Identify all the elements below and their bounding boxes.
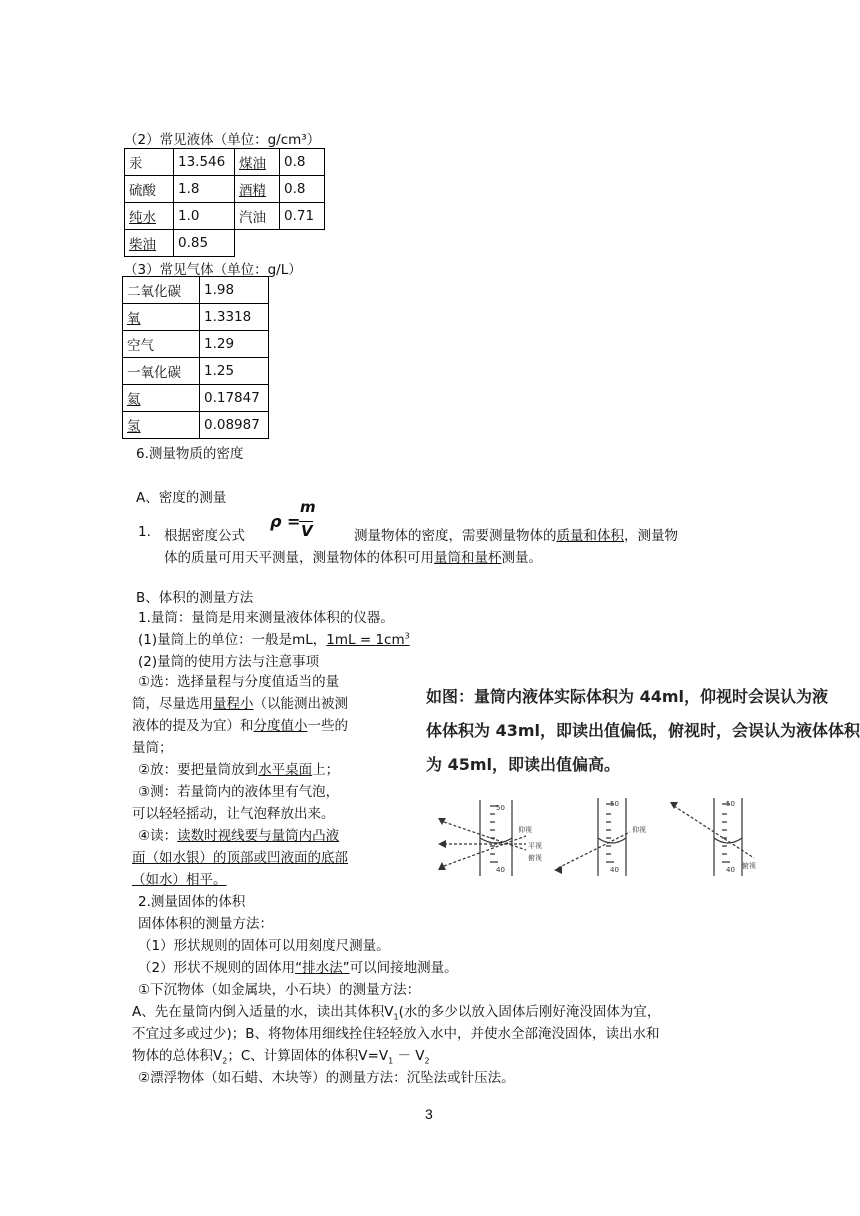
table-cell: 酒精 [235, 176, 280, 203]
text-run: (1)量筒上的单位：一般是mL， [138, 632, 327, 648]
text-run: 1mL = 1cm [326, 632, 405, 648]
table-cell: 氢 [123, 412, 200, 439]
subscript: 1 [393, 1012, 399, 1022]
formula-numerator: m [300, 498, 316, 516]
tick-label-50: 50 [726, 800, 735, 808]
meniscus-3 [714, 838, 742, 843]
sight-line-up [444, 822, 526, 850]
formula-rho: ρ = [270, 512, 301, 531]
table-cell: 13.546 [174, 149, 235, 176]
paragraph-line [132, 714, 348, 734]
paragraph-line: 量筒； [132, 740, 173, 756]
paragraph-line: ③测：若量筒内的液体里有气泡， [138, 784, 340, 800]
subscript: 2 [222, 1056, 228, 1066]
table-cell: 0.71 [280, 203, 325, 230]
paragraph-line [132, 1000, 660, 1022]
caption-line: 为 45ml，即读出值偏高。 [426, 755, 620, 774]
text-run: （2）形状不规则的固体用 [138, 960, 296, 976]
paragraph-text: 根据密度公式 [164, 528, 245, 544]
table-cell: 汞 [125, 149, 174, 176]
paragraph-line: （1）形状规则的固体可以用刻度尺测量。 [138, 938, 390, 954]
table-row [125, 149, 325, 176]
tick-label-50: 50 [610, 800, 619, 808]
text-run: 筒，尽量选用 [132, 696, 213, 712]
measuring-cylinder-figure [430, 792, 760, 888]
table-cell: 0.8 [280, 176, 325, 203]
paragraph-line [132, 692, 348, 712]
paragraph-line: ①选：选择量程与分度值适当的量 [138, 674, 340, 690]
page-number: 3 [425, 1106, 433, 1122]
text-run: 上； [312, 762, 340, 778]
table-row [123, 304, 269, 331]
label-upward-view-2: 仰视 [632, 826, 646, 834]
eye-icon-level [438, 840, 446, 848]
text-run: ，测量物 [624, 528, 678, 544]
text-run: 一些的 [307, 718, 348, 734]
tick-label-40: 40 [726, 866, 735, 874]
text-run: ②放：要把量筒放到 [138, 762, 259, 778]
paragraph-line [164, 546, 542, 566]
table-cell: 纯水 [125, 203, 174, 230]
eye-icon-down-3 [670, 802, 678, 809]
sight-line-up-2 [558, 832, 630, 868]
text-run: 体的质量可用天平测量，测量物体的体积可用 [164, 550, 434, 566]
label-level-view: 平视 [528, 842, 542, 850]
eye-icon-up-2 [554, 866, 562, 874]
subsection-b-title: B、体积的测量方法 [136, 590, 254, 606]
text-run: ；C、计算固体的体积V=V [227, 1048, 389, 1064]
text-run: 可以间接地测量。 [349, 960, 458, 976]
paragraph-line: 1.量筒：量筒是用来测量液体体积的仪器。 [138, 610, 394, 626]
cylinder-2 [598, 798, 626, 876]
table-cell: 空气 [123, 331, 200, 358]
text-run: （以能测出被测 [253, 696, 348, 712]
underlined-text: 水平桌面 [258, 762, 313, 778]
subsection-a-title: A、密度的测量 [136, 490, 227, 506]
table-cell: 0.8 [280, 149, 325, 176]
density-formula [270, 500, 324, 542]
table-row [123, 331, 269, 358]
table-cell: 1.25 [200, 358, 269, 385]
label-downward-view-3: 俯视 [742, 862, 756, 870]
paragraph-line: 不宜过多或过少)；B、将物体用细线拴住轻轻放入水中，并使水全部淹没固体，读出水和 [132, 1026, 660, 1042]
text-run: 测量物体的密度，需要测量物体的 [354, 528, 557, 544]
text-run: 液体的提及为宜）和 [132, 718, 254, 734]
subscript: 1 [388, 1056, 394, 1066]
text-run: 物体的总体积V [132, 1048, 223, 1064]
text-run: A、先在量筒内倒入适量的水，读出其体积V [132, 1004, 394, 1020]
table-row [123, 277, 269, 304]
table-cell: 硫酸 [125, 176, 174, 203]
paragraph-line: (2)量筒的使用方法与注意事项 [138, 654, 320, 670]
tick-label-50: 50 [496, 804, 505, 812]
table-cell: 1.8 [174, 176, 235, 203]
paragraph-line [138, 628, 410, 648]
caption-line: 体体积为 43ml，即读出值偏低，俯视时，会误认为液体体积 [426, 721, 860, 740]
paragraph-line [138, 956, 458, 976]
table-cell: 汽油 [235, 203, 280, 230]
gases-heading: （3）常见气体（单位：g/L） [124, 262, 302, 278]
table-row [123, 358, 269, 385]
paragraph-line: 固体体积的测量方法： [138, 916, 273, 932]
liquids-heading: （2）常见液体（单位：g/cm³） [124, 132, 321, 148]
table-row [125, 203, 325, 230]
table-cell: 1.98 [200, 277, 269, 304]
underlined-text: “排水法” [295, 960, 350, 976]
label-upward-view: 仰视 [518, 826, 532, 834]
text-run: 测量。 [501, 550, 542, 566]
paragraph-line: ①下沉物体（如金属块，小石块）的测量方法： [138, 982, 421, 998]
scale-ticks-2 [606, 804, 614, 862]
table-cell: 煤油 [235, 149, 280, 176]
eye-icon-up [438, 818, 446, 825]
text-run: － V [393, 1048, 425, 1064]
underlined-text: 量筒和量杯 [434, 550, 502, 566]
underlined-text: 读数时视线要与量筒内凸液 [177, 828, 340, 844]
underlined-text: 面（如水银）的顶部或凹液面的底部 [132, 850, 348, 866]
scale-ticks-1 [490, 806, 498, 862]
table-cell: 0.85 [174, 230, 235, 257]
label-downward-view: 俯视 [528, 854, 542, 862]
underlined-text: （如水）相平。 [132, 872, 227, 888]
underlined-text: 量程小 [213, 696, 254, 712]
table-row [123, 412, 269, 439]
cylinder-3 [714, 798, 742, 876]
paragraph-line [138, 824, 339, 844]
underlined-text [326, 632, 409, 648]
superscript: 3 [404, 631, 410, 641]
tick-label-40: 40 [610, 866, 619, 874]
figure-caption [426, 680, 860, 782]
table-cell: 1.3318 [200, 304, 269, 331]
paragraph-line [354, 524, 678, 544]
table-cell-empty [280, 230, 325, 257]
gases-table [122, 276, 269, 439]
table-cell: 0.17847 [200, 385, 269, 412]
table-cell: 0.08987 [200, 412, 269, 439]
tick-label-40: 40 [496, 866, 505, 874]
paragraph-line: 2.测量固体的体积 [138, 894, 246, 910]
table-row [125, 230, 325, 257]
scale-ticks-3 [722, 804, 730, 862]
list-number: 1. [138, 524, 151, 540]
text-run: ④读： [138, 828, 178, 844]
formula-denominator: V [301, 522, 313, 540]
underlined-text: 分度值小 [253, 718, 308, 734]
table-cell: 1.0 [174, 203, 235, 230]
underlined-text: 质量和体积 [556, 528, 624, 544]
table-row [123, 385, 269, 412]
table-cell: 1.29 [200, 331, 269, 358]
paragraph-line [132, 1044, 430, 1066]
caption-line: 如图：量筒内液体实际体积为 44ml，仰视时会误认为液 [426, 687, 828, 706]
table-cell: 二氧化碳 [123, 277, 200, 304]
section-title: 6.测量物质的密度 [136, 446, 244, 462]
table-row [125, 176, 325, 203]
liquids-table [124, 148, 325, 257]
paragraph-line: ②漂浮物体（如石蜡、木块等）的测量方法：沉坠法或针压法。 [138, 1070, 515, 1086]
table-cell: 氦 [123, 385, 200, 412]
table-cell: 氧 [123, 304, 200, 331]
table-cell-empty [235, 230, 280, 257]
text-run: (水的多少以放入固体后刚好淹没固体为宜， [398, 1004, 661, 1020]
paragraph-line [138, 758, 339, 778]
table-cell: 柴油 [125, 230, 174, 257]
subscript: 2 [424, 1056, 430, 1066]
paragraph-line: 可以轻轻摇动，让气泡释放出来。 [132, 806, 335, 822]
table-cell: 一氧化碳 [123, 358, 200, 385]
